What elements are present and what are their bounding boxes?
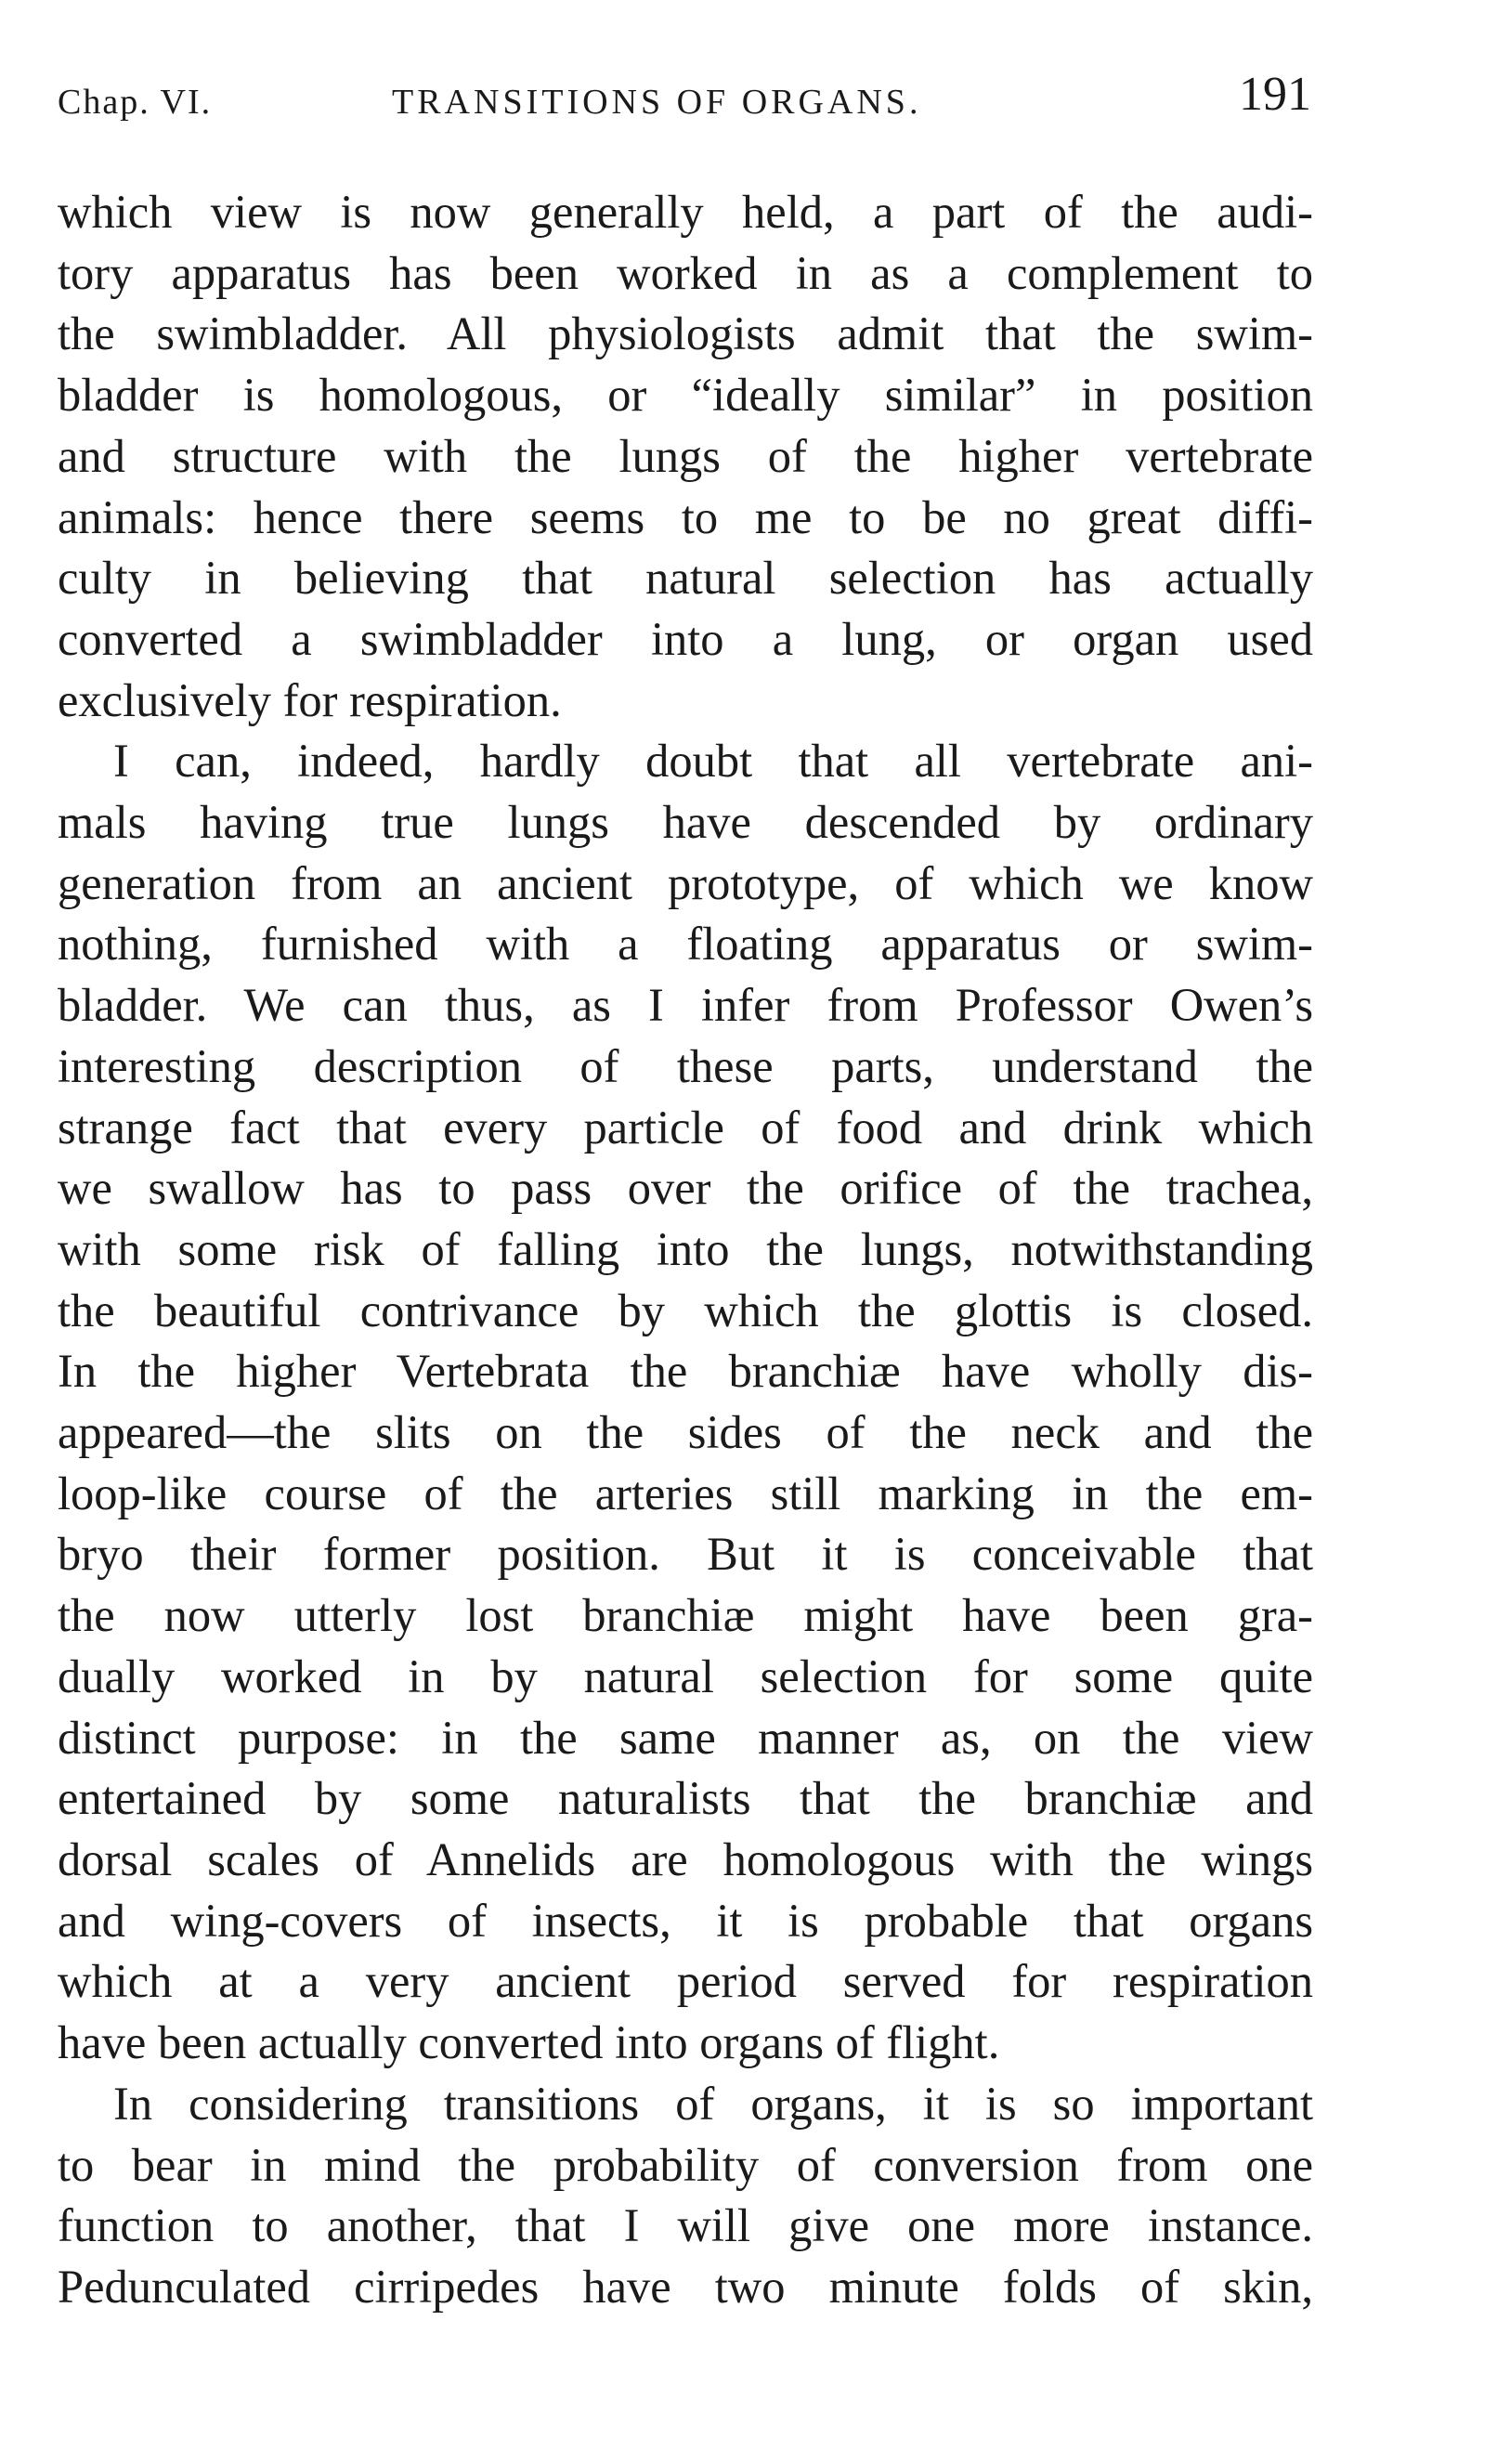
paragraph-first-line: I can, indeed, hardly doubt that all vertebrate ani- <box>113 735 1313 788</box>
text-line: Pedunculated cirripedes have two minute folds of skin, <box>58 2260 1313 2313</box>
text-line: function to another, that I will give one more instance. <box>58 2199 1313 2252</box>
text-line: tory apparatus has been worked in as a complement to <box>58 246 1313 299</box>
text-line: dually worked in by natural selection for some quite <box>58 1649 1313 1702</box>
text-line: bladder is homologous, or “ideally similar” in position <box>58 369 1313 422</box>
text-line: interesting description of these parts, understand the <box>58 1039 1313 1092</box>
text-line: with some risk of falling into the lungs, notwithstanding <box>58 1222 1313 1275</box>
text-line: have been actually converted into organs of flight. <box>58 2016 1000 2069</box>
running-head <box>58 68 1311 137</box>
text-line: distinct purpose: in the same manner as, on the view <box>58 1711 1313 1764</box>
text-line: bryo their former position. But it is conceivable that <box>58 1528 1313 1581</box>
chapter-label: Chap. VI. <box>58 83 213 122</box>
paragraph-first-line: In considering transitions of organs, it is so important <box>113 2077 1313 2130</box>
running-title: TRANSITIONS OF ORGANS. <box>392 83 922 122</box>
text-line: dorsal scales of Annelids are homologous with the wings <box>58 1832 1313 1885</box>
text-line: to bear in mind the probability of conversion from one <box>58 2138 1313 2191</box>
text-line: mals having true lungs have descended by ordinary <box>58 796 1313 849</box>
text-line: which at a very ancient period served for respiration <box>58 1955 1313 2008</box>
text-line: appeared—the slits on the sides of the neck and the <box>58 1406 1313 1459</box>
text-line: loop-like course of the arteries still marking in the em- <box>58 1467 1313 1519</box>
text-line: entertained by some naturalists that the branchiæ and <box>58 1772 1313 1825</box>
text-line: culty in believing that natural selection has actually <box>58 552 1313 605</box>
text-line: and structure with the lungs of the higher vertebrate <box>58 429 1313 482</box>
text-line: we swallow has to pass over the orifice of the trachea, <box>58 1162 1313 1215</box>
text-line: the now utterly lost branchiæ might have been gra- <box>58 1589 1313 1642</box>
text-line: which view is now generally held, a part of the audi- <box>58 186 1313 238</box>
text-line: the beautiful contrivance by which the glottis is closed. <box>58 1284 1313 1336</box>
text-line: generation from an ancient prototype, of which we know <box>58 856 1313 909</box>
text-line: bladder. We can thus, as I infer from Professor Owen’s <box>58 979 1313 1032</box>
text-line: exclusively for respiration. <box>58 673 562 726</box>
text-line: strange fact that every particle of food and drink which <box>58 1101 1313 1154</box>
text-line: converted a swimbladder into a lung, or organ used <box>58 612 1313 665</box>
text-line: nothing, furnished with a floating apparatus or swim- <box>58 918 1313 971</box>
text-line: animals: hence there seems to me to be no great diffi- <box>58 490 1313 543</box>
text-line: the swimbladder. All physiologists admit that the swim- <box>58 307 1313 360</box>
text-line: and wing-covers of insects, it is probable that organs <box>58 1894 1313 1947</box>
body-text <box>58 182 1313 2318</box>
text-line: In the higher Vertebrata the branchiæ have wholly dis- <box>58 1345 1313 1398</box>
page-number: 191 <box>1239 68 1311 121</box>
